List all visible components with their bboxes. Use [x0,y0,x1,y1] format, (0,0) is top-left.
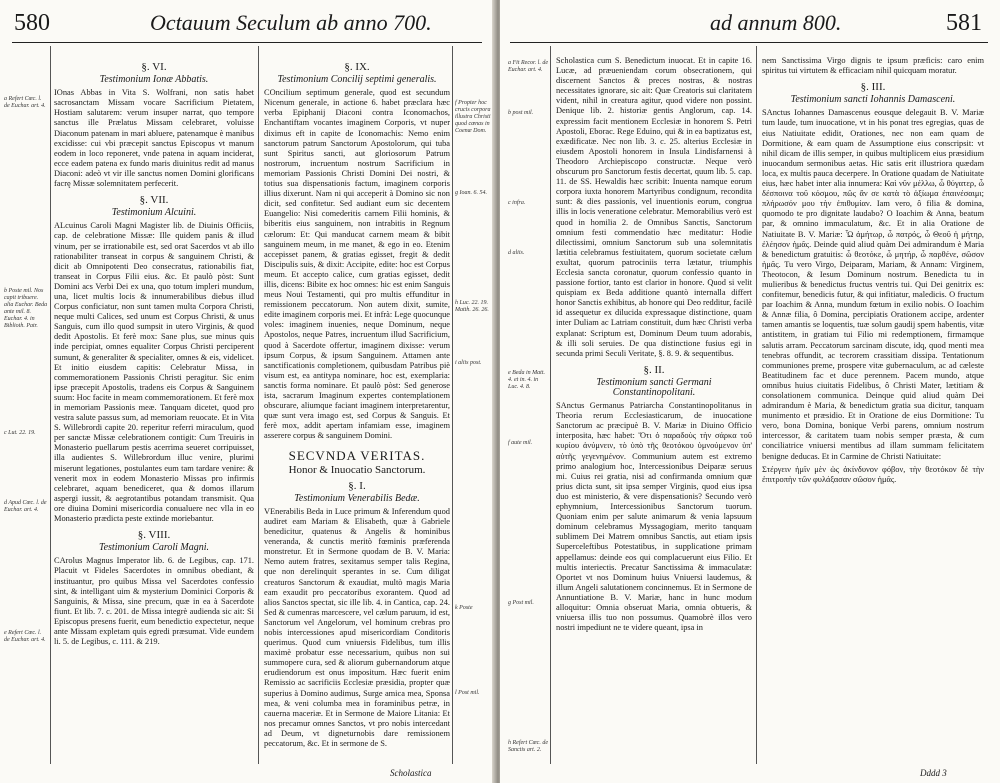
column-divider [258,46,259,764]
section-title: Testimonium Ionæ Abbatis. [99,74,209,86]
right-margin-note: f aute mil. [508,440,533,446]
signature-mark: Dddd 3 [920,768,947,778]
inner-margin-note: k Poste [455,605,473,611]
catchword: Scholastica [390,768,432,778]
paragraph: SAnctus Iohannes Damascenus eousque delegauit B. V. Mariæ tum laude, tum inuocatione, vt in his ponat tres egregias, quas de eius Natiuitate edidit, Orationes, nec non eam quam de Dormitione, & eam quam de Assumptione eius conscripsit: vt nihil dicam de illis semper, in quibus multiplicem eius præsidium inuocandum sermonibus aetas. Hic satis erit illustriora quædam loca, ex multis pauca decerpere. In Oratione quadam de Natiuitate eius, hæc habet inter alia innumera: Καὶ νῦν μέλλω, ὦ θύγατερ, ὦ δέσποινα τοῦ κόσμου, πῶς ἂν σε κατὰ τὸ ἀξίωμα ἐπαινέσαιμι; πλήρωσόν μου τὴν ἐπιθυμίαν. Iam vero, ô filia & domina, quomodo te pro dignitate laudabo? O Ioachim & Anna, beatum par, & omnino immaculatum, &c. Et in alia Oratione de Natiuitate B. V. Mariæ: Ὦ ἀμήτωρ, ὦ πατρός, ὦ Θεοῦ ἡ μήτηρ, ἐλέησον ἡμᾶς. Deinde quid aliud quàm Dei admirandum è Maria & benedictum gratuitis: ὦ θεοτόκε, ὦ μητήρ, ὦ παρθένε, σῶσον ἡμᾶς. Tu vero Virgo, Deiparam, Mariam, & Annam: Virginem, Theotocon, & Iesum Dominum nostrum. Benedicta tu in mulieribus & benedictus fructus ventris tui. Qui Dei genitrix es: confitemur, benedicis futur, & qui infitiatur, maledicis. O fructum par Ioachim & Anna, mundum fœtum in exilio nobis. O Ioachim & Annæ filia, ô Domina, percipiatis Orationem accipe, ardenter tamen amantis se loquentis, tuæ solum gaudij spem habentis, vitæ antistitem, in gratiam tui Filio mi redemptionem, firmamque salutis arram. Peccatorum sarcinam discute, idq, quod menti mea tenebras offundit, ac tecrorem crassitiam dissipa. Tentationum communiones preme, prospere vitæ gubernaculum, ac ad cæleste Beatitudinem fac et duce perennem. Pacem mundo, atque omnibus huius ciuitatis Fidelibus, ô Christi Mater, lætitiam & consolationem communica. Deinque quid aliud quàm Dei admirandum è Maria, & benedictum gratia sua dicitur, tanquam munimento et præsidio. Et in Oratione de eius Dormitione: Tu vero, bona Domina, bonique Verbi parens, omnium nostrum intercessor, & caritatem tuam nobis semper præsta, & cum conciliatrice vniuersi mentibus ad illam summam felicitatem benigne deducas. Et in Carmine de Christi Natiuitate: [762,108,984,461]
paragraph: nem Sanctissima Virgo dignis te ipsum præficis: caro enim spiritus tui virtutem & efficaciam nihil quicquam moratur. [762,56,984,76]
right-margin-note: a Fit Recor. l. de Euchar. art. 4. [508,60,548,73]
section-title: Testimonium Concilij septimi generalis. [277,74,437,86]
right-column-1 [556,56,752,770]
left-margin-rule [50,46,51,764]
left-margin-note: e Refert Cœc. l. de Euchar. art. 4. [4,630,46,643]
inner-margin-note: l Post mil. [455,690,480,696]
right-margin-note: c infra. [508,200,526,206]
part-subheading: Honor & Inuocatio Sanctorum. [288,463,426,476]
section-title: Testimonium sancti Germani Constantinopolitani. [596,376,712,398]
paragraph: SAnctus Germanus Patriarcha Constantinopolitanus in Theoria rerum Ecclesiasticarum, de inuocatione Sanctorum ac præcipuè B. V. Mariæ in Diuino Officio interposita, hæc habet: Ὅτι ὁ παραδοὺς τὴν σάρκα τοῦ κυρίου ἀνύμνειν, τὸ ὑπὸ τῆς θεοτόκου ὑμνούμενον ὑπ' αὐτῆς γεγενημένον. Communium autem est extremo primo analogium hoc, Intercessionibus Deiparæ seruus mi. Cuius rei gratia, nisi ad confirmanda omnium quæ prius dicta sunt, sit ipsa semper Virginis, quod eius ipsa duo est ministerio, & vere dispensationis? Secundo verò ephymnium, Intercessionibus Sanctorum tuorum. Quoniam enim per salute animarum & venia lapsuum dominum celebramus Myssagogiam, merito tanquam sublimem Dei Matrem omnibus Sanctis, aut etiam ipsis Superceleftibus Potestatibus, in supplicatione primam appellamus: deinde eos qui complacuerunt eius Filio. Et multis interiectis. Precatur Sanctissima & immaculatæ: Oportet vt nos Dominum huius Vniuersi laudemus, & illum Angeli salutationem concinnemus. Et in Sermone de Annuntiatione B. V. Mariæ, hanc in hunc modum alloquitur: Omnia obseruat Maria, omnia obtueris, & vniuersa illis tuo non possumus. Quamobrè illos vero nostri impediunt ne te videre queant, ipsa in [556,401,752,633]
greek-verse: Στέργειν ἡμῖν μὲν ὡς ἀκίνδυνον φόβον, τὴν θεοτόκον δὲ τὴν ἐπιτροπὴν τῶν φυλάξασαν σῶσον ἡμᾶς. [762,464,984,484]
section-heading: §. III. [860,81,886,94]
column-divider [756,46,757,764]
right-margin-note: d aliis. [508,250,525,256]
section-heading: §. VIII. [137,529,171,542]
paragraph: Scholastica cum S. Benedictum inuocat. Et in capite 16. Lucæ, ad præueniendam corum obsecrationem, qui discernent Sanctos & preces nostras, & nostras necessitates ignorare, sic ait: Quæ Creatoris sui claritatem vident, nihil in creatura agitur, quod videre non possint. Denique lib. 2. historiæ gentis Anglorum, cap. 14. expressim facit mentionem Ecclesiæ in honorem S. Petri Apostoli, Eborac. Rege Eduino, qui & in ea baptizatus est, exædificatæ. Nec non lib. 3. c. 25. alterius Ecclesiæ in eiusdem Apostoli honorem in Insula Lindisfarnensi à Theodoro Archiepiscopo constructæ. Neque verò obscurum pro Sanctorum festis decertat, quum lib. 5. cap. 11. de SS. Hewaldis hæc scribit: Inuenta namque eorum corpora iuxta honorem Martyribus condignum, recondita sunt: & dies passionis, vel inuentionis eorum, congrua illis in locis veneratione celebratur. Memorabilius verò est quod in homilia 2. de Omnibus Sanctis, Sanctorum omnium festi commendatio hæc meditatur: Hodie dilectissimi, omnium Sanctorum sub una solemnitatis lætitia celebramus festiuitatem, quorum societate cælum exultat, quorum patrociniis terra lætatur, triumphis Ecclesia sancta coronatur, quorum confessio quanto in passione fortior, tanto est clarior in honore. Quod si velit quispiam ex Beda additione quantò internalla differt honor Sanctis exhibitus, ab honore qui Deo redditur, facilè id assequetur ex dilucida expressaque distinctione, quam inter Duliam ac Latriam constituit, dum hæc Christi verba explanat: Scriptum est, Dominum Deum tuum adorabis, & illi soli seruies. De qua distinctione fusius egi in secunda primi Seculi Veritate, §. 8. 9. & sequentibus. [556,56,752,358]
inner-margin-note: g Ioan. 6. 54. [455,190,487,196]
left-running-head: Octauum Seculum ab anno 700. [150,10,432,35]
inner-margin-rule [452,46,453,764]
section-title: Testimonium Caroli Magni. [98,542,210,554]
paragraph: VEnerabilis Beda in Luce primum & Inferendum quod audiret eam Mariam & Elisabeth, quæ à Gabriele benedicitur, quatenus & Angelis & hominibus veneranda, & cunctis meritò fœminis præferenda monstretur. Et in Sermone quodam de B. V. Maria: Nemo autem fratres, sexitamus semper talis Regina, que non derelinquit sperantes in se. Cum diligat creaturos Sanctorum & exaudiat, multò magis Maria eam exaudit pro peccatoribus exorantem. Quod ad alios Sanctos spectat, sic ille lib. 4. in Cantica, cap. 24. Sed & cumenras marcescere, vel cælum paruum, id est, Sanctorum vel Angelorum, vel hominum crebras pro nobis intercessiones apud misericordiam Conditoris querimus. Quod cum vniuersis Fidelibus, tum illis maximè probatur esse necessarium, quibus non sui summopere cura, sed & aliorum gubernandorum atque erudiendorum est onus impositum. Hæc fuerit enim Remissio ac sacrificiis Ecclesiæ præsidia, propter quæ superius à Domino audimus, Surge amica mea, Sponsa mea, & veni columba mea in foraminibus petræ, in cauerna maceriæ. Et in Sermone de Maiore Litania: Et nos precamur omnes Sanctos, vt pro nobis intercedant ad Deum, vt digneturnobis dare remissionem peccatorum, &c. Et in sermone de S. [264,506,450,748]
right-margin-note: h Refert Cœc. de Sanctis art. 2. [508,740,548,753]
paragraph: CArolus Magnus Imperator lib. 6. de Legibus, cap. 171. Placuit vt Fideles Sacerdotes in omnibus obediant, & instituantur, pro quibus Missa vel Sacerdotes confessio sint, & intelligant uim & mysterium Dominici Corporis & Sanguinis, & Missa, sine precum, quæ in ea à Sacerdote fiunt. Et lib. 7. c. 201. de Missa integrè audienda sic ait: Si Episcopus presens fuerit, eum benedictio expectetur, neque ante Missam expletam quis egredi præsumat. Vide eundem li. 5. de Legibus, c. 111. & 219. [54,556,254,647]
section-title: Testimonium Alcuini. [111,207,197,219]
left-header-rule [12,42,482,43]
right-margin-note: g Post mil. [508,600,534,606]
part-heading: SECVNDA VERITAS. [288,448,426,464]
left-page-number: 580 [14,10,50,36]
right-margin-rule [550,46,551,764]
right-header-rule [510,42,988,43]
section-heading: §. IX. [344,61,370,73]
left-margin-note: b Poste mil. Nos capit tribuere. alia Euchar. Beda ante mil. 8. Euchar. 4. in Biblioth. Patr. [4,288,48,329]
section-heading: §. VII. [139,194,169,207]
right-running-head: ad annum 800. [710,10,842,35]
paragraph: COncilium septimum generale, quod est secundum Nicenum generale, in actione 6. habet præclara hæc verba Epiphanij Diaconi contra Iconomachos, Enchantiftam vocantes imaginem Corporis, vt nuper diximus eft in capite de Iconomachis: Nemo enim sanctorum patrum Sanctorum Apostolorum, qui tuba sunt Spiritus sancti, aut gloriosorum Patrum nostrorum, incruentum nostrum Sacrificium in memoriam Passionis Christi Domini Dei nostri, & totius sua dispensationis factum, imaginem corporis illius dixerunt. Nam ni qui acceperit à Domino sic non dicit, sed confitetur. Sed audiant eum sic decentem Euangelio: Nisi comederitis carnem Filii hominis, & biberitis eius sanguinem, non intrabitis in Regnum cælorum: Et: Qui manducat carnem meam & bibit sanguinem meum, in me manet, & ego in eo. Etenim accepisset panem, & gratias egisset, fregit & dedit Discipulis suis, & dixit: Accipite, edite: hoc est Corpus meum. Et accepto calice, cum gratias egisset, dedit illis, dicens: Bibite ex hoc omnes: hic est enim Sanguis meus Noui Testamenti, qui pro multis effunditur in remissionem peccatorum. Non autem dixit, sumite, edite imaginem corporis mei. Et infrà: Lege quocunque voles: imaginem inuenies, neque Dominum, neque Apostolos, neque Patres, incruentum illud Sacrificium, quod à Sacerdote offertur, imaginem dixisse: verum ipsum Corpus, & ipsum Sanguinem. Attamen ante sanctificationis completionem, quibusdam Patribus piè visum est, ea antitypa nominare, hoc est, exemplaria: sanctis forma nominare. Et paulò pòst: Sed generose ista, sacrarum Imaginum expertes contemplationem obscurare, aliumque faciant imaginem interpretarentur, quæ sunt vera imago est, sed Corpus & Sanguis. Et ferè mox, addit apertam infamiam esse, imaginem asserere corpus & sanguinem Domini. [264,88,450,441]
right-margin-note: b post mil. [508,110,534,116]
inner-margin-note: f Propter hoc crucis corpora illustra Christi quod cœnas in Coenæ Dom. [455,100,491,134]
section-heading: §. II. [643,363,665,376]
section-title: Testimonium sancti Iohannis Damasceni. [790,94,956,106]
right-column-2 [762,56,984,770]
right-margin-note: e Beda in Matt. 4. et in. 4. in Luc. 4. 8. [508,370,545,390]
left-margin-note: a Refert Cœc. l. de Euchar. art. 4. [4,96,46,109]
left-margin-note: c Lut. 22. 19. [4,430,36,436]
inner-margin-note: h Luc. 22. 19. Matth. 26. 26. [455,300,489,313]
section-title: Testimonium Venerabilis Bedæ. [294,492,420,504]
left-column-1 [54,56,254,770]
section-heading: §. VI. [141,61,167,73]
left-margin-note: d Apud Cœc. l. de Euchar. art. 4. [4,500,47,513]
left-page [0,0,496,783]
left-column-2 [264,56,450,770]
inner-margin-note: i aliis post. [455,360,482,366]
paragraph: IOnas Abbas in Vita S. Wolfrani, non satis habet sacrosanctam Missam vocare Sacrificium Pietatem, Hostiam salutarem: verum insuper narrat, quo tempore sanctus ille Prælatus Missam celebraret, voluisse Diaconum patenam in mari abluere, patenamque è manibus excidisse: cui vbi præcepit sanctus Episcopus vt manum eodem in loco reponeret, vnde patena in aquam inciderat, ecce eadem patena ex fundo maris diuinitus redit ad manus Diaconi: adeò vt vir ille sanctus nomen Domini glorificans facrę Missæ solemnitatem perfecerit. [54,88,254,189]
right-page [500,0,1000,783]
section-heading: §. I. [348,479,366,492]
paragraph: ALcuinus Caroli Magni Magister lib. de Diuinis Officiis, cap. de celebratione Missæ: Ille quidem panis & illud vinum, per se irrationabile est, sed orat Sacerdos vt ab illo rationabiliter transeat in corpus & sanguinem Christi, & dicit ab Omnipotenti Deo consecratus, rationabilis fiat, transeat in Corpus Filii eius. &c. Et paulò pòst: Sunt Domini acs Verbi Dei ex una, quo totum impleri mundum, una, licet multis locis & innumerabilibus diebus illud Corpus conficiatur, non sunt tamen multa Corpora Christi, neque multi Calices, sed unum est Corpus Christi, & unus Sanguis, cum illo quod sumpsit in utero Virginis, & quod dedit Apostolis. Et ferè mox: Sane plus, sue minus quis inde percipiat, omnes equaliter Corpus Christi perciperent sumunt, & generaliter & specialiter, omnes & eis, videlicet. Et initio eiusdem capitis: Celebratur Missa, in commemorationem Passionis Christi peragitur. Sic enim ipse præcepit Apostolis, tradens eis Corpus & Sanguinem suum: Hoc facite in meam commemorationem. Et ferè mox in memoriam Passionis meæ. Tanquam dicetet, quod pro vestra salute passus sum, ad memoriam reuocate. Et in Vita S. Willebrordi capite 20. reperitur referri miraculum, quod per sanctæ Missæ celebrationem contigit: Cum Treuiris in Monasterio puellarum pestis acerrima seueret corripuisset, illa audientes S. Willebrordum illuc venire, plurimi miserunt legationes, postulantes eum tam tardare venire: & venerit mox in eodem Monasterio Missas pro infirmis celebraret, aquam benediceret, qua & domos illarum aspergi iussit, & aegrotantibus potandam transmisit. Qua ore diuina Domini misericordia conualuere nec vlla in eo Monasterio prædicta peste extinde moriebantur. [54,221,254,524]
right-page-number: 581 [946,10,982,36]
